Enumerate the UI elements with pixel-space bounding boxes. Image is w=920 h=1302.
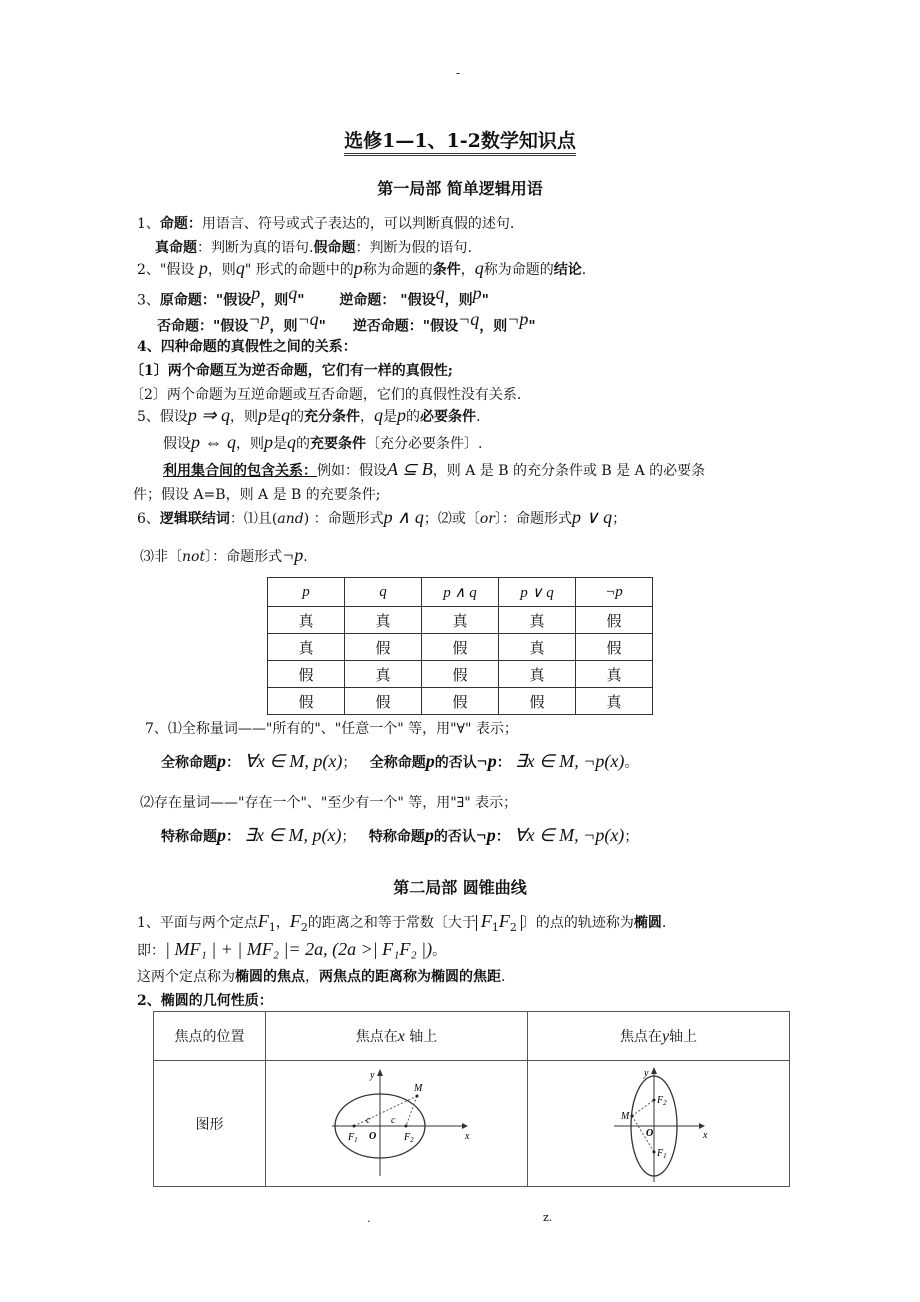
- item-6-connectives: 6、逻辑联结词：⑴且(and) ：命题形式p ∧ q；⑵或〔or〕：命题形式p ∨ q；: [137, 507, 627, 527]
- header-cell: p ∨ q: [499, 578, 576, 607]
- table-row: [268, 688, 653, 715]
- table-cell: 假: [499, 688, 576, 715]
- truth-table-header: [268, 578, 653, 607]
- ellipse-y-axis-figure: [604, 1064, 714, 1184]
- table-cell: 假: [422, 661, 499, 688]
- table-cell: 真: [268, 634, 345, 661]
- item-2-condition: 2、"假设 p，则q" 形式的命题中的p称为命题的条件，q称为命题的结论.: [137, 258, 587, 278]
- item-1-true-false: 真命题：判断为真的语句.假命题：判断为假的语句.: [155, 240, 472, 256]
- label-c-left: c: [365, 1115, 370, 1126]
- header-cell: p: [268, 578, 345, 607]
- header-focus-x-axis: 焦点在x 轴上: [266, 1012, 528, 1061]
- table-cell: 真: [499, 661, 576, 688]
- item-4-rule-1: 〔1〕两个命题互为逆否命题，它们有一样的真假性;: [130, 363, 453, 379]
- label-c-right: c: [390, 1115, 395, 1126]
- table-cell: 真: [422, 607, 499, 634]
- footer-left: .: [367, 1212, 371, 1225]
- point-m: [415, 1095, 418, 1098]
- label-x: x: [702, 1129, 707, 1141]
- item-7-universal-proposition: 全称命题p： ∀x ∈ M, p(x)； 全称命题p的否认¬p： ∃x ∈ M, ¬p(x)。: [161, 751, 639, 771]
- focus-f1-point: [352, 1125, 355, 1128]
- header-cell: p ∧ q: [422, 578, 499, 607]
- x-axis-arrow-icon: [462, 1123, 468, 1129]
- table-cell: 假: [576, 607, 653, 634]
- table-cell: 假: [576, 634, 653, 661]
- item-5-iff: 假设p ⇔ q，则p是q的充要条件〔充分必要条件〕.: [163, 432, 483, 452]
- item-5-sufficient: 5、假设p ⇒ q，则p是q的充分条件，q是p的必要条件.: [137, 405, 481, 425]
- footer-right: z.: [543, 1211, 553, 1224]
- table-row: [268, 607, 653, 634]
- table-cell: 真: [576, 688, 653, 715]
- item-3-negations: 否命题："假设$^{\neg p}$，则$^{\neg q}$" 逆否命题："假设$^{\neg q}$，则$^{\neg p}$": [157, 309, 536, 335]
- label-f1: $F_1$: [656, 1147, 667, 1160]
- row-label-figure: 图形: [154, 1061, 266, 1187]
- section-heading-conics: 第二局部 圆锥曲线: [393, 878, 527, 897]
- header-focus-y-axis: 焦点在y轴上: [528, 1012, 790, 1061]
- truth-table: [267, 577, 653, 715]
- ellipse-properties-table: [153, 1011, 790, 1187]
- ellipse-foci-definition: 这两个定点称为椭圆的焦点，两焦点的距离称为椭圆的焦距.: [137, 969, 506, 985]
- table-row: [268, 634, 653, 661]
- x-axis-arrow-icon: [699, 1123, 705, 1129]
- item-4-rule-2: 〔2〕两个命题为互逆命题或互否命题，它们的真假性没有关系.: [130, 387, 522, 403]
- table-cell: 假: [422, 688, 499, 715]
- item-7-existential-quantifier: ⑵存在量词——"存在一个"、"至少有一个" 等，用"∃" 表示；: [140, 795, 518, 811]
- table-cell: 真: [345, 661, 422, 688]
- table-cell: 假: [268, 661, 345, 688]
- ellipse-equation: 即：| MF₁ | + | MF₂ |= 2a, (2a >| F₁F₂ |)。: [137, 939, 447, 959]
- label-f1: $F_1$: [347, 1132, 358, 1144]
- label-m: M: [413, 1083, 422, 1094]
- table-cell: 假: [345, 634, 422, 661]
- dashed-line-mf2: [632, 1100, 654, 1116]
- label-m: M: [620, 1110, 629, 1122]
- table-cell: 真: [268, 607, 345, 634]
- header-focus-position: 焦点的位置: [154, 1012, 266, 1061]
- item-6-not: ⑶非〔not〕：命题形式¬p.: [140, 545, 308, 565]
- ellipse-x-axis-figure: [322, 1066, 472, 1181]
- header-cell: ¬p: [576, 578, 653, 607]
- label-f2: $F_2$: [403, 1132, 414, 1144]
- label-origin: O: [368, 1131, 376, 1142]
- point-m: [630, 1114, 633, 1117]
- item-4-heading: 4、四种命题的真假性之间的关系：: [137, 339, 357, 355]
- y-axis-arrow-icon: [651, 1067, 657, 1074]
- ellipse-properties-heading: 2、椭圆的几何性质：: [137, 993, 273, 1009]
- table-cell: 真: [576, 661, 653, 688]
- table-cell: 假: [345, 688, 422, 715]
- label-y: y: [643, 1067, 648, 1079]
- item-5-set-equal: 件；假设 A=B，则 A 是 B 的充要条件;: [133, 487, 381, 503]
- table-row: [268, 661, 653, 688]
- label-f2: $F_2$: [656, 1094, 667, 1107]
- header-mark: -: [456, 66, 461, 80]
- item-7-existential-proposition: 特称命题p： ∃x ∈ M, p(x)； 特称命题p的否认¬p： ∀x ∈ M, ¬p(x)；: [161, 825, 639, 845]
- table-row-figure: [154, 1061, 790, 1187]
- table-cell: 真: [345, 607, 422, 634]
- table-header-row: [154, 1012, 790, 1061]
- label-x: x: [464, 1131, 469, 1142]
- focus-f2-point: [652, 1098, 655, 1101]
- table-cell: 真: [499, 607, 576, 634]
- y-axis-arrow-icon: [377, 1069, 383, 1076]
- ellipse-definition: 1、平面与两个定点$F_1$，$F_2$的距离之和等于常数〔大于 $F_1F_2$ 〕的点的轨迹称为椭圆.: [137, 911, 667, 934]
- item-3-four-propositions: 3、原命题："假设$^p$，则$^q$" 逆命题： "假设$^q$，则$^p$": [137, 283, 489, 309]
- item-7-universal-quantifier: 7、⑴全称量词——"所有的"、"任意一个" 等，用"∀" 表示；: [145, 721, 518, 737]
- label-origin: O: [645, 1127, 653, 1139]
- table-cell: 假: [268, 688, 345, 715]
- header-cell: q: [345, 578, 422, 607]
- focus-f1-point: [652, 1150, 655, 1153]
- page-title: 选修1—1、1-2数学知识点: [0, 126, 920, 153]
- table-cell: 假: [422, 634, 499, 661]
- item-5-set-inclusion: 利用集合间的包含关系：例如：假设A ⊆ B，则 A 是 B 的充分条件或 B 是 A 的必要条: [163, 459, 706, 479]
- figure-cell-y: [528, 1061, 790, 1187]
- label-y: y: [369, 1070, 374, 1081]
- focus-f2-point: [404, 1125, 407, 1128]
- table-cell: 真: [499, 634, 576, 661]
- section-heading-logic: 第一局部 简单逻辑用语: [377, 179, 543, 198]
- item-1-proposition: 1、命题：用语言、符号或式子表达的，可以判断真假的述句.: [137, 216, 515, 232]
- figure-cell-x: [266, 1061, 528, 1187]
